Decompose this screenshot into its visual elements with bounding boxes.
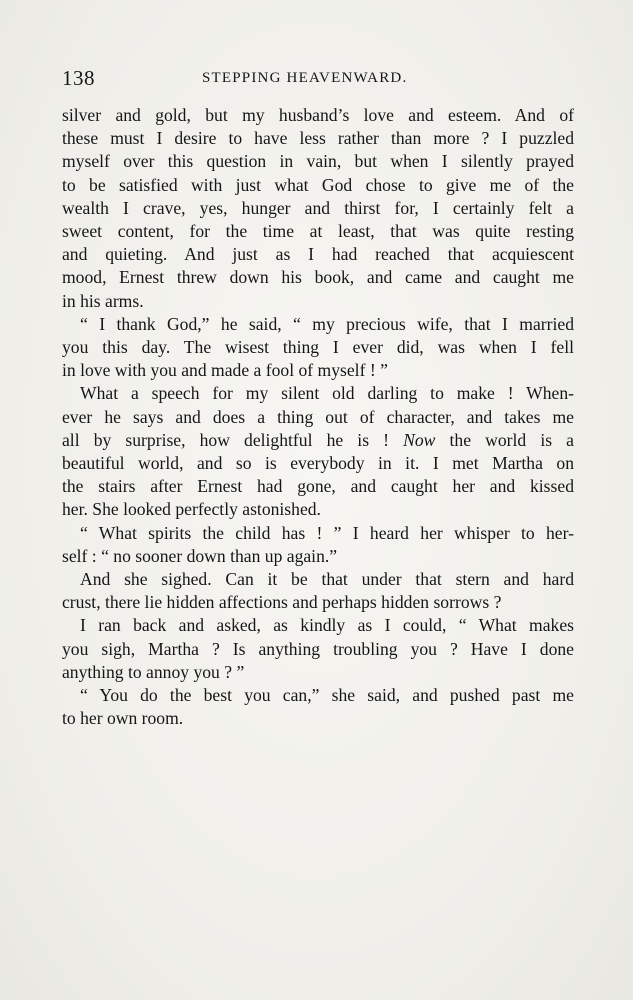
text-line: ever he says and does a thing out of character, and takes me	[62, 406, 574, 427]
text-line: beautiful world, and so is everybody in it. I met Martha on	[62, 453, 574, 474]
text-line: in his arms.	[62, 290, 144, 311]
text-line: these must I desire to have less rather than more ? I puzzled	[62, 128, 574, 149]
text-line: myself over this question in vain, but when I silently prayed	[62, 151, 574, 172]
text-line: in love with you and made a fool of myself ! ”	[62, 360, 388, 381]
page-number: 138	[62, 66, 95, 90]
body-text	[62, 104, 574, 730]
text-line: you sigh, Martha ? Is anything troubling you ? Have I done	[62, 638, 574, 659]
emphasized-word: Now	[403, 429, 436, 450]
text-line: to her own room.	[62, 708, 184, 729]
text-line: and quieting. And just as I had reached that acquiescent	[62, 244, 574, 265]
text-line: you this day. The wisest thing I ever did, was when I fell	[62, 337, 574, 358]
text-line: I ran back and asked, as kindly as I could, “ What makes	[80, 615, 574, 636]
text-line: silver and gold, but my husband’s love and esteem. And of	[62, 105, 574, 125]
text-segment: all by surprise, how delightful he is !	[62, 429, 390, 450]
text-line: self : “ no sooner down than up again.”	[62, 545, 338, 566]
text-line: mood, Ernest threw down his book, and came and caught me	[62, 267, 574, 288]
running-title: STEPPING HEAVENWARD.	[202, 70, 408, 86]
text-line: crust, there lie hidden affections and perhaps hidden sorrows ?	[62, 592, 502, 613]
text-segment: the world is a	[449, 429, 574, 450]
text-line: “ You do the best you can,” she said, and pushed past me	[80, 685, 574, 706]
text-line: to be satisfied with just what God chose to give me of the	[62, 174, 574, 195]
text-line: anything to annoy you ? ”	[62, 661, 245, 682]
text-line	[62, 429, 574, 452]
text-line: “ I thank God,” he said, “ my precious wife, that I married	[80, 313, 574, 334]
text-line: What a speech for my silent old darling to make ! When-	[80, 383, 574, 404]
text-line: the stairs after Ernest had gone, and caught her and kissed	[62, 476, 574, 497]
text-line: sweet content, for the time at least, that was quite resting	[62, 221, 574, 242]
text-line: And she sighed. Can it be that under that stern and hard	[80, 569, 574, 590]
text-line: her. She looked perfectly astonished.	[62, 499, 321, 520]
page-header	[62, 66, 574, 94]
text-line: wealth I crave, yes, hunger and thirst for, I certainly felt a	[62, 197, 574, 218]
text-line: “ What spirits the child has ! ” I heard her whisper to her-	[80, 522, 574, 543]
